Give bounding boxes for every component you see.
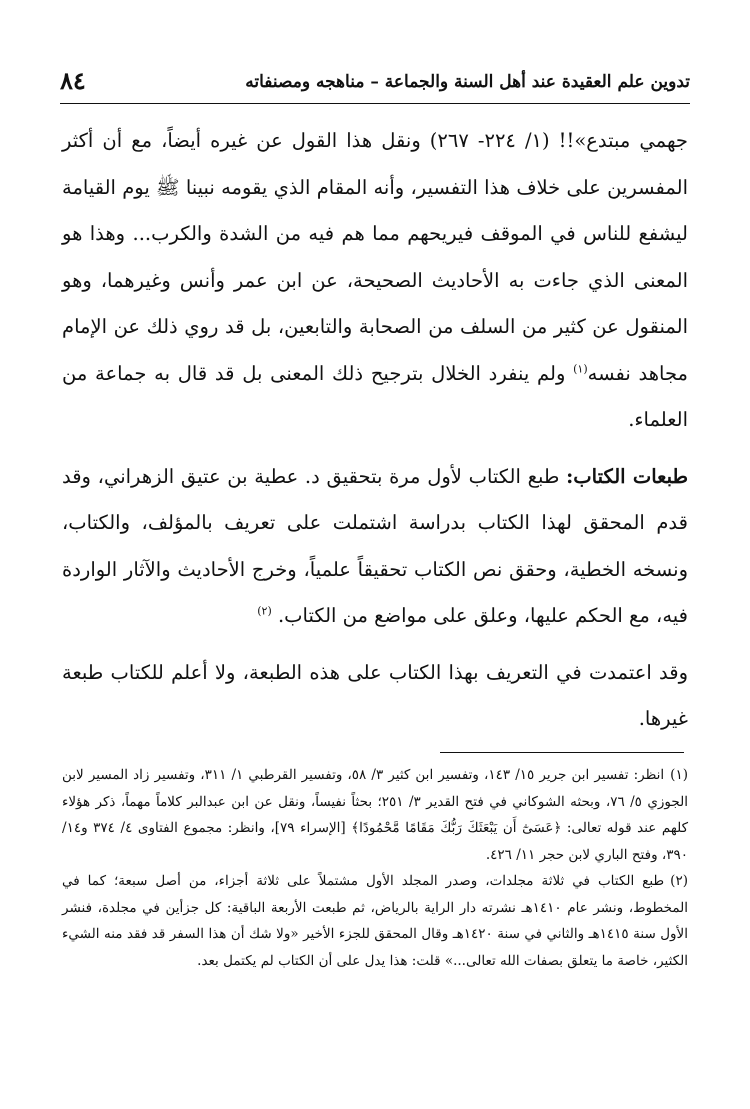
paragraph-1 <box>62 118 688 444</box>
header-divider <box>60 103 690 104</box>
footnote-2 <box>62 868 688 974</box>
footnote-1 <box>62 762 688 868</box>
footnote-ref-2: (٢) <box>257 604 272 618</box>
footnote-ref-1: (١) <box>573 362 588 375</box>
footnote-divider <box>440 752 684 753</box>
running-title: تدوين علم العقيدة عند أهل السنة والجماعة – مناهجه ومصنفاته <box>245 72 690 92</box>
footnotes <box>62 762 688 974</box>
paragraph-3: وقد اعتمدت في التعريف بهذا الكتاب على هذه الطبعة، ولا أعلم للكتاب طبعة غيرها. <box>62 660 688 730</box>
paragraph-1-text: جهمي مبتدع»!! (١/ ٢٢٤- ٢٦٧) ونقل هذا القول عن غيره أيضاً، مع أن أكثر المفسرين على خلاف هذا التفسير، وأنه المقام الذي يقومه نبينا ﷺ يوم القيامة ليشفع للناس في الموقف فيريحهم مما هم فيه من الشدة والكرب... وهذا هو المعنى الذي جاءت به الأحاديث الصحيحة، عن ابن عمر وأنس وغيرهما، وهو المنقول عن كثير من السلف من الصحابة والتابعين، بل قد روي ذلك عن الإمام مجاهد نفسه <box>62 129 688 385</box>
paragraph-2 <box>62 454 688 640</box>
footnote-1-text: انظر: تفسير ابن جرير ١٥/ ١٤٣، وتفسير ابن كثير ٣/ ٥٨، وتفسير القرطبي ١/ ٣١١، وتفسير زاد المسير لابن الجوزي ٥/ ٧٦، وبحثه الشوكاني في فتح القدير ٣/ ٢٥١؛ بحثاً نفيساً، ونقل عن ابن عبدالبر كلاماً مهماً، ذكر هؤلاء كلهم عند قوله تعالى: ﴿عَسَىٰٓ أَن يَبْعَثَكَ رَبُّكَ مَقَامًا مَّحْمُودًا﴾ [الإسراء ٧٩]، وانظر: مجموع الفتاوى ٤/ ٣٧٤ و١٤/ ٣٩٠، وفتح الباري لابن حجر ١١/ ٤٢٦. <box>62 767 689 863</box>
paragraph-1-tail: ولم ينفرد الخلال بترجيح ذلك المعنى بل قد قال به جماعة من العلماء. <box>62 361 688 431</box>
footnote-2-text: طبع الكتاب في ثلاثة مجلدات، وصدر المجلد الأول مشتملاً على ثلاثة أجزاء، من أصل سبعة؛ كما في المخطوط، ونشر عام ١٤١٠هـ نشرته دار الراية بالرياض، ثم طبعت الأربعة الباقية: كل جزأين في مجلدة، فنشر الأول سنة ١٤١٥هـ والثاني في سنة ١٤٢٠هـ وقال المحقق للجزء الأخير «ولا شك أن هذا السفر قد فقد منه الشيء الكثير، خاصة ما يتعلق بصفات الله تعالى...» قلت: هذا يدل على أن الكتاب لم يكتمل بعد. <box>62 873 688 969</box>
page-number: ٨٤ <box>60 66 86 95</box>
section-heading-editions: طبعات الكتاب: <box>566 464 688 488</box>
paragraph-2-text: طبع الكتاب لأول مرة بتحقيق د. عطية بن عتيق الزهراني، وقد قدم المحقق لهذا الكتاب بدراسة اشتملت على تعريف بالمؤلف، والكتاب، ونسخه الخطية، وحقق نص الكتاب تحقيقاً علمياً، وخرج الأحاديث والآثار الواردة فيه، مع الحكم عليها، وعلق على مواضع من الكتاب. <box>62 464 688 627</box>
page-header <box>60 62 690 102</box>
main-text <box>62 118 688 743</box>
footnote-2-number: (٢) <box>670 873 688 889</box>
footnote-1-number: (١) <box>670 767 688 783</box>
